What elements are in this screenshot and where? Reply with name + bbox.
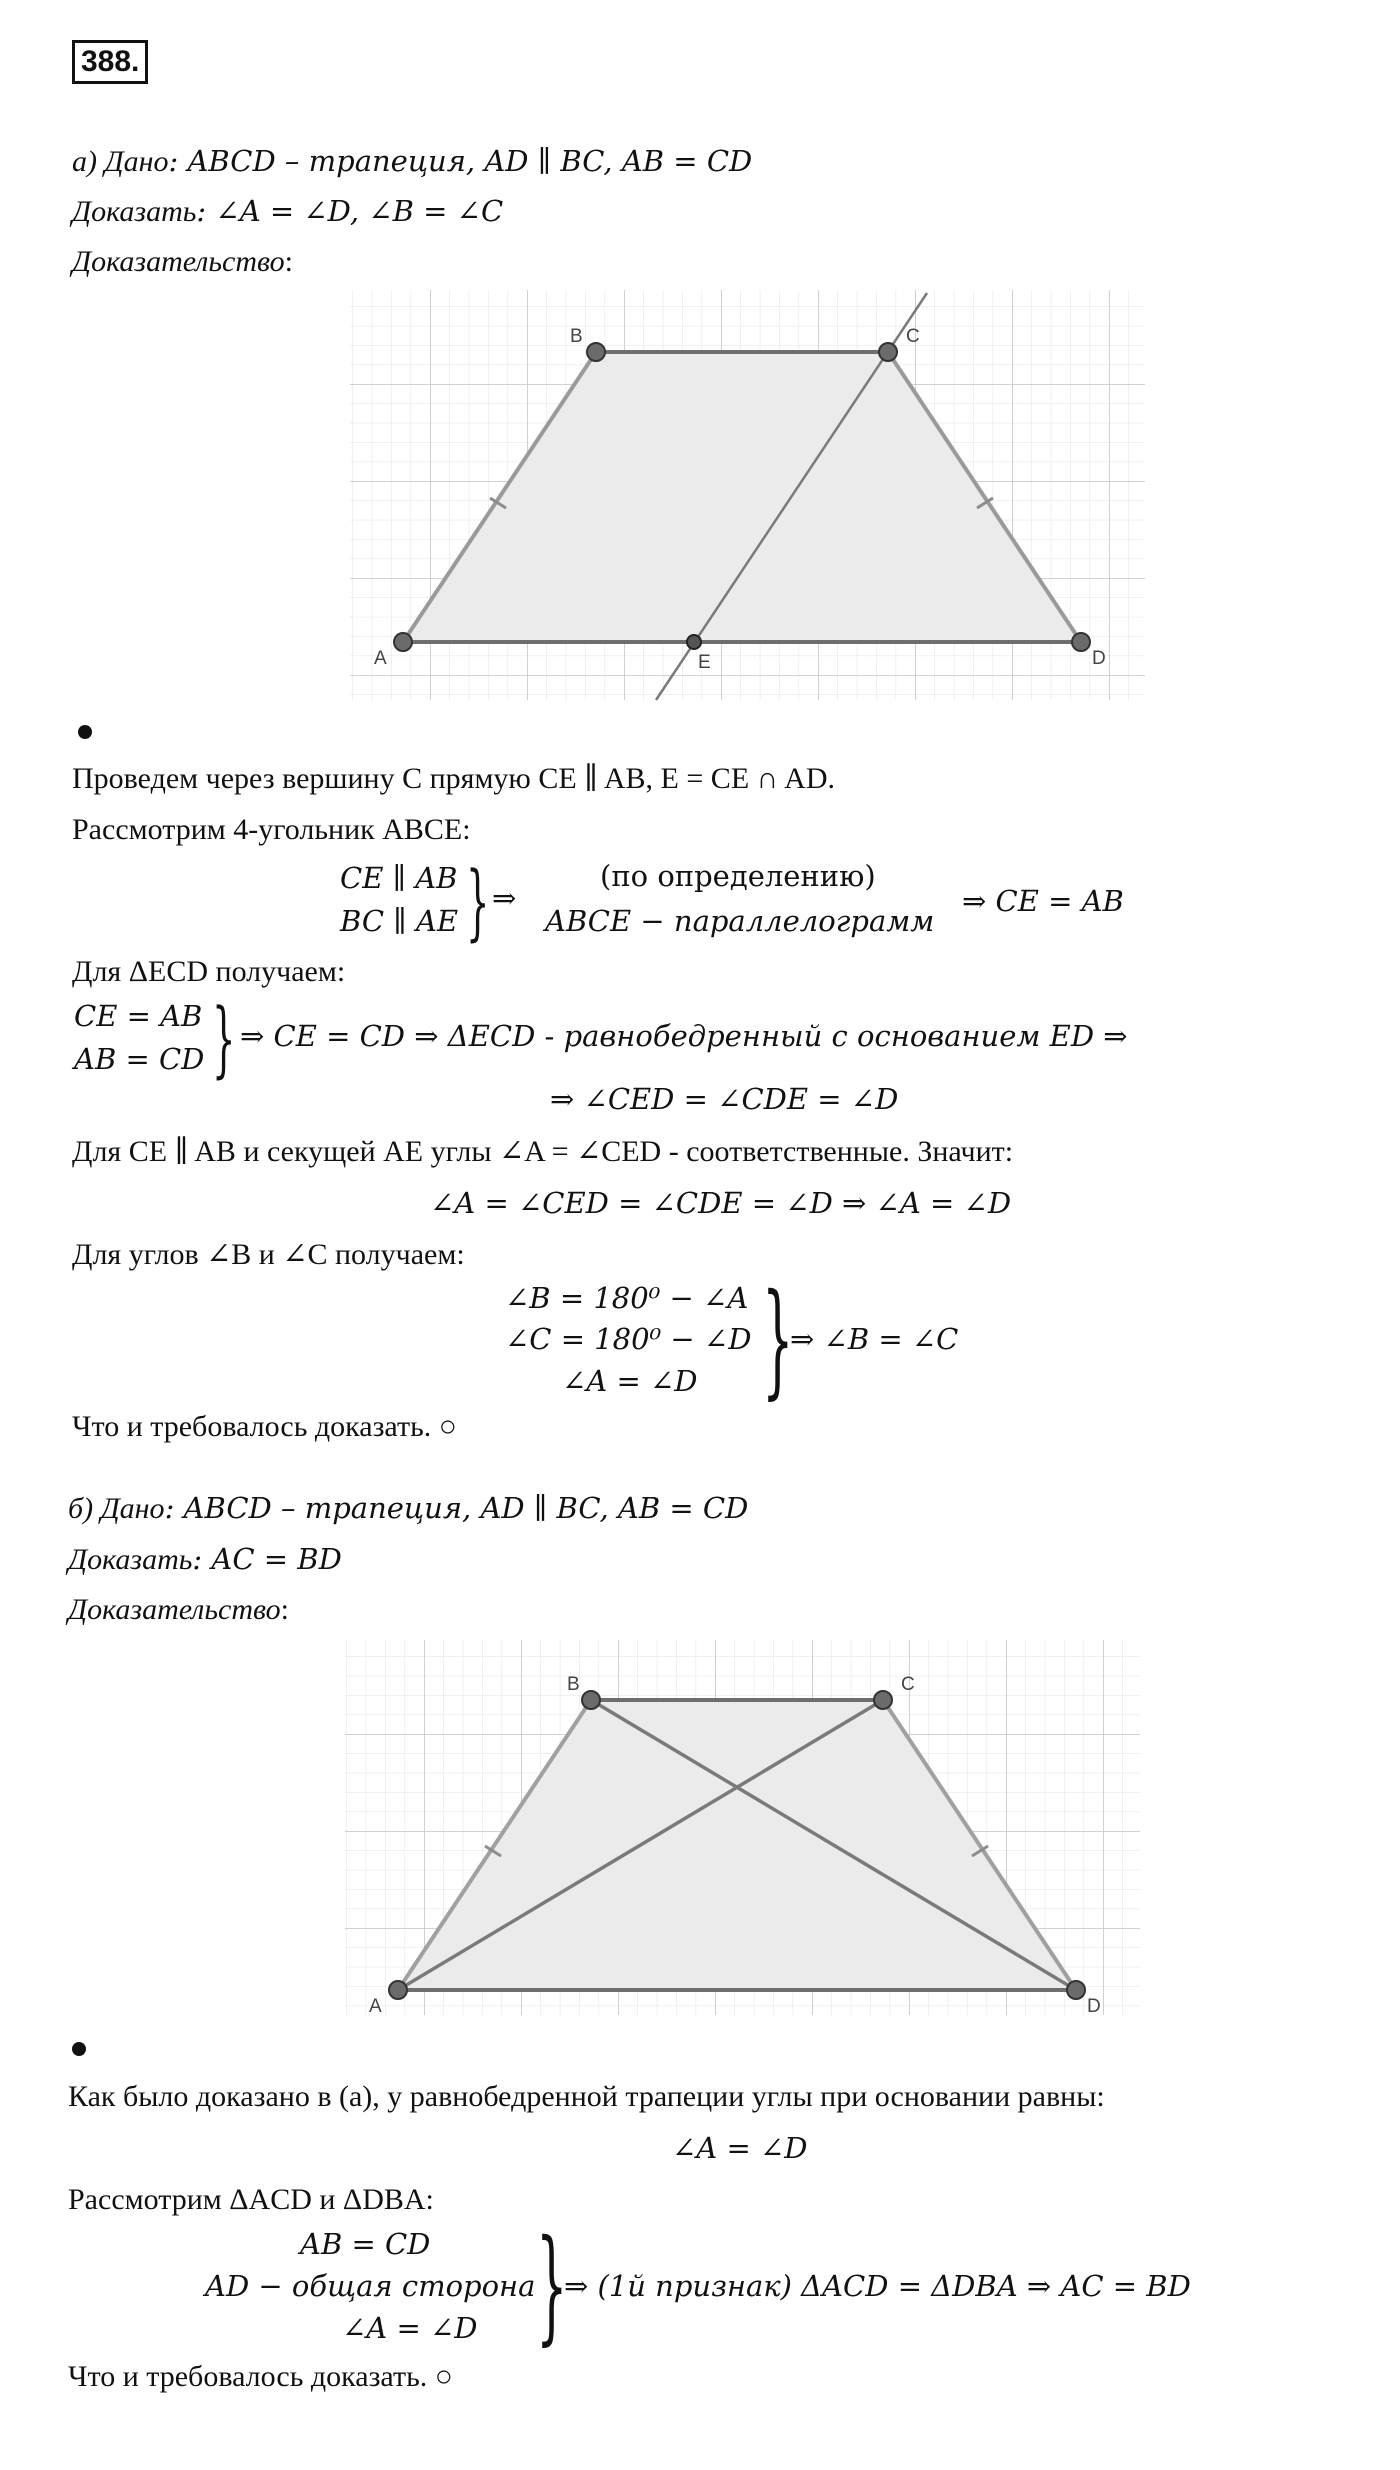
given-label: б) Дано [68, 1492, 165, 1525]
given-text: : ABCD – трапеция, AD ∥ BC, AB = CD [168, 144, 753, 178]
point-c [879, 343, 897, 361]
part-a-line5: Для CE ∥ AB и секущей AE углы ∠A = ∠CED - соответственные. Значит: [72, 1135, 1014, 1168]
sysb-result: ⇒ (1й признак) ΔACD = ΔDBA ⇒ AC = BD [564, 2269, 1191, 2303]
label-a: A [374, 648, 387, 669]
part-b-given [68, 1492, 748, 1527]
part-b-line2: ∠A = ∠D [672, 2131, 808, 2165]
sys1-result: ⇒ CE = AB [962, 884, 1124, 918]
sys3-result: ⇒ ∠B = ∠C [790, 1322, 959, 1356]
given-label: а) Дано [72, 145, 169, 178]
part-b-proof-label: Доказательство: [68, 1593, 289, 1626]
label-b: B [570, 326, 583, 347]
part-a-line4: ⇒ ∠CED = ∠CDE = ∠D [550, 1082, 899, 1116]
given-text: : ABCD – трапеция, AD ∥ BC, AB = CD [164, 1491, 749, 1525]
part-b-prove [68, 1543, 342, 1578]
point-b [582, 1691, 600, 1709]
prove-label: Доказать [72, 195, 197, 228]
part-b-qed: Что и требовалось доказать. ○ [68, 2360, 453, 2393]
implies-arrow: ⇒ [492, 881, 517, 915]
sys2-result: ⇒ CE = CD ⇒ ΔECD - равнобедренный с основанием ED ⇒ [240, 1019, 1128, 1053]
part-a-qed: Что и требовалось доказать. ○ [72, 1410, 457, 1443]
sys3-line1: ∠B = 180⁰ − ∠A [505, 1281, 749, 1315]
sys1-line1: CE ∥ AB [340, 861, 458, 895]
bullet [78, 725, 92, 739]
point-a [389, 1981, 407, 1999]
sys3-line3: ∠A = ∠D [562, 1364, 698, 1398]
part-a-line1: Проведем через вершину C прямую CE ∥ AB, E = CE ∩ AD. [72, 762, 835, 795]
point-c [874, 1691, 892, 1709]
part-a-line3: Для ΔECD получаем: [72, 955, 346, 988]
point-e [687, 635, 701, 649]
point-b [587, 343, 605, 361]
label-c: C [906, 326, 920, 347]
part-a-line6: ∠A = ∠CED = ∠CDE = ∠D ⇒ ∠A = ∠D [430, 1186, 1012, 1220]
problem-number: 388. [72, 40, 148, 84]
prove-label: Доказать [68, 1543, 193, 1576]
part-a-line7: Для углов ∠B и ∠C получаем: [72, 1238, 465, 1271]
part-b-line3: Рассмотрим ΔACD и ΔDBA: [68, 2183, 434, 2216]
part-b-line1: Как было доказано в (а), у равнобедренной трапеции углы при основании равны: [68, 2080, 1105, 2113]
label-b: B [567, 1674, 580, 1695]
part-a-given [72, 145, 752, 180]
sys1-mid: ABCE − параллелограмм [545, 904, 935, 938]
label-e: E [698, 652, 711, 673]
sysb-line1: AB = CD [300, 2227, 431, 2261]
part-a-line2: Рассмотрим 4-угольник ABCE: [72, 813, 471, 846]
brace: } [536, 2214, 568, 2358]
label-c: C [901, 1674, 915, 1695]
prove-text: : AC = BD [192, 1542, 342, 1576]
sys1-top: (по определению) [600, 859, 876, 893]
prove-text: : ∠A = ∠D, ∠B = ∠C [196, 194, 504, 228]
point-a [394, 633, 412, 651]
sys1-line2: BC ∥ AE [340, 904, 458, 938]
label-d: D [1092, 648, 1106, 669]
brace: } [212, 992, 236, 1087]
point-d [1072, 633, 1090, 651]
point-d [1067, 1981, 1085, 1999]
sys3-line2: ∠C = 180⁰ − ∠D [505, 1322, 752, 1356]
brace: } [762, 1268, 794, 1412]
brace: } [466, 855, 490, 950]
part-a-prove [72, 195, 503, 230]
label-a: A [369, 1996, 382, 2017]
figure-b-trapezoid [345, 1640, 1145, 2020]
sysb-line3: ∠A = ∠D [342, 2311, 478, 2345]
sys2-line2: AB = CD [74, 1042, 205, 1076]
sys2-line1: CE = AB [74, 999, 203, 1033]
bullet [72, 2042, 86, 2056]
figure-a-trapezoid [350, 290, 1150, 710]
label-d: D [1087, 1996, 1101, 2017]
sysb-line2: AD − общая сторона [205, 2269, 536, 2303]
part-a-proof-label: Доказательство: [72, 245, 293, 278]
